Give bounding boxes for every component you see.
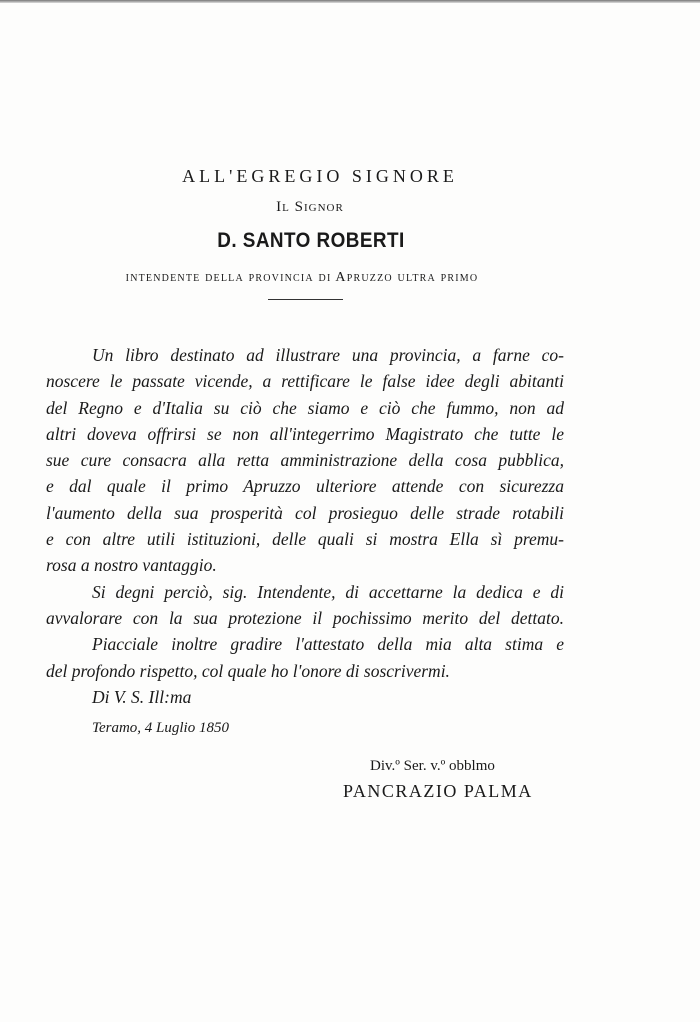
body-line: l'aumento della sua prosperità col prosieguo delle strade rotabili	[46, 502, 564, 523]
body-line: e dal quale il primo Apruzzo ulteriore attende con sicurezza	[46, 476, 564, 497]
body-line: Un libro destinato ad illustrare una provincia, a farne co-	[92, 345, 564, 365]
body-line: Di V. S. Ill:ma	[92, 686, 192, 707]
body-line: rosa a nostro vantaggio.	[46, 555, 217, 576]
body-line: e con altre utili istituzioni, delle quali si mostra Ella sì premu-	[46, 529, 564, 550]
body-line: del Regno e d'Italia su ciò che siamo e ciò che fummo, non ad	[46, 397, 564, 418]
dedicatee-title: intendente della provincia di Apruzzo ultra primo	[125, 270, 479, 285]
body-line: Si degni perciò, sig. Intendente, di accettarne la dedica e di	[92, 581, 564, 602]
scan-edge	[0, 0, 700, 3]
dedication-heading: ALL'EGREGIO SIGNORE	[182, 166, 458, 186]
letter-date: Teramo, 4 Luglio 1850	[92, 720, 229, 736]
divider-rule	[268, 299, 343, 300]
body-line: sue cure consacra alla retta amministrazione della cosa pubblica,	[46, 450, 564, 471]
closing-formula: Div.º Ser. v.º obblmo	[370, 758, 495, 774]
body-line: altri doveva offrirsi se non all'integerrimo Magistrato che tutte le	[46, 423, 564, 444]
body-line: avvalorare con la sua protezione il pochissimo merito del dettato.	[46, 607, 564, 628]
dedication-subheading: Il Signor	[276, 199, 344, 215]
dedication-body	[46, 342, 564, 710]
dedicatee-name: D. SANTO ROBERTI	[217, 229, 405, 252]
author-signature: PANCRAZIO PALMA	[343, 781, 533, 801]
body-line: noscere le passate vicende, a rettificare le false idee degli abitanti	[46, 371, 564, 392]
body-line: Piacciale inoltre gradire l'attestato della mia alta stima e	[92, 634, 564, 655]
body-line: del profondo rispetto, col quale ho l'onore di soscrivermi.	[46, 660, 450, 681]
